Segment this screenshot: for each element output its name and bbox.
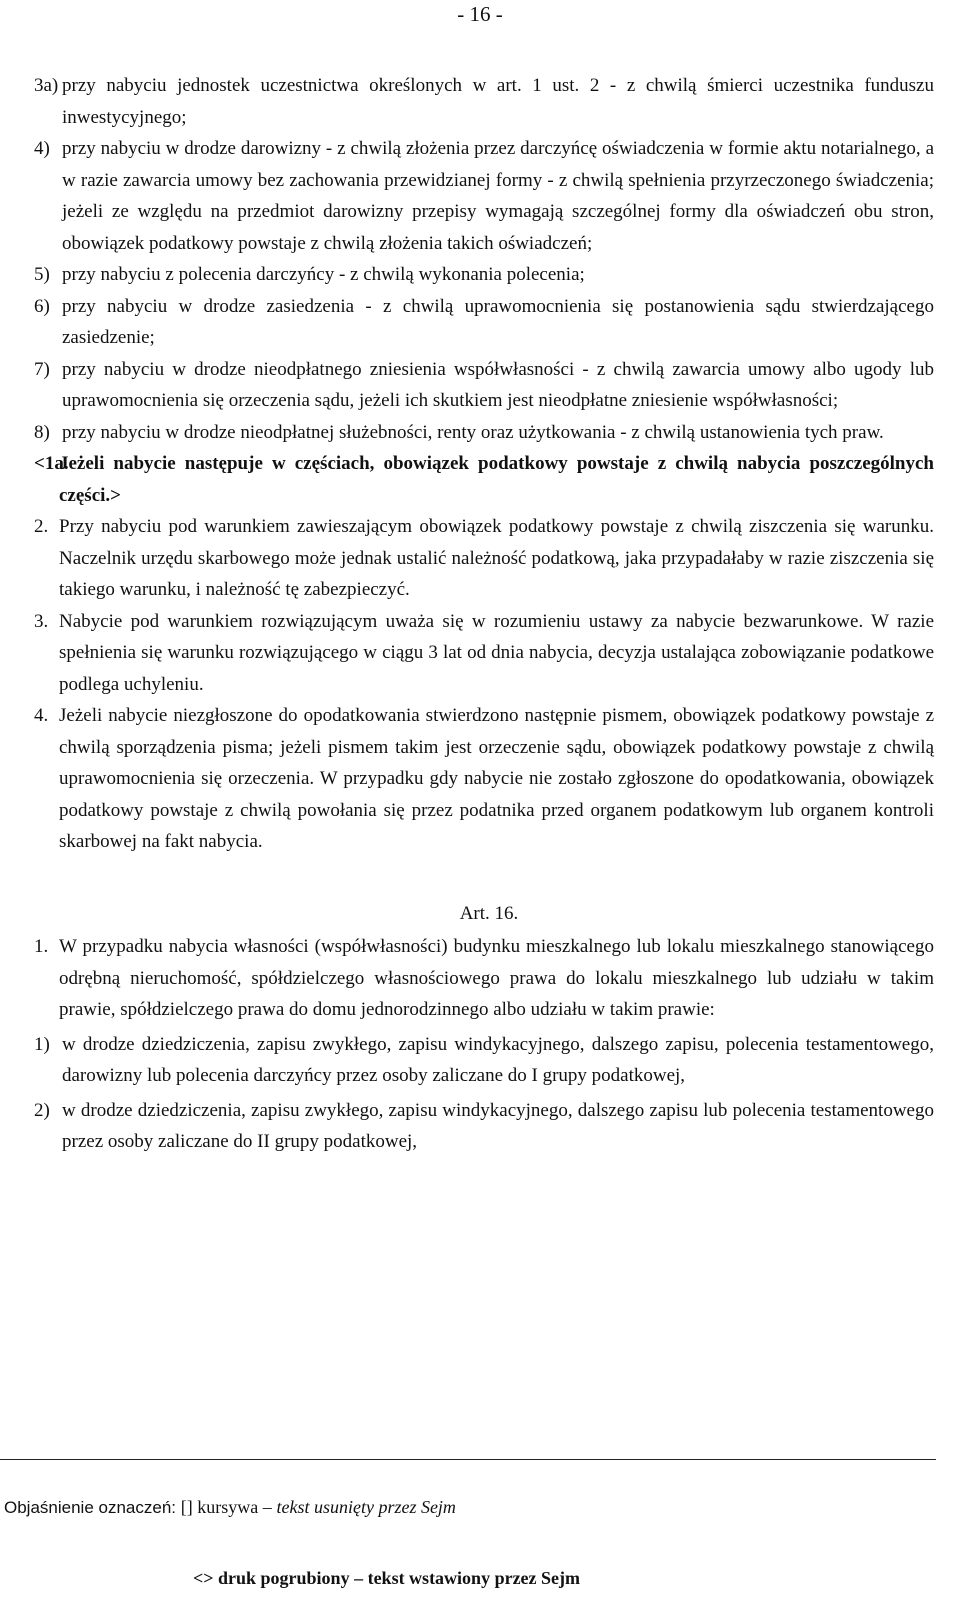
- document-body: [34, 70, 934, 1158]
- item-label: 5): [34, 264, 50, 285]
- paragraph-1a-inserted: [34, 448, 934, 511]
- list-item: [34, 354, 934, 417]
- list-item: [34, 259, 934, 291]
- footer-legend-bold: <> druk pogrubiony – tekst wstawiony przez Sejm: [193, 1568, 581, 1588]
- paragraph-text: Przy nabyciu pod warunkiem zawieszającym obowiązek podatkowy powstaje z chwilą ziszczenia się warunku. Naczelnik urzędu skarbowego może jednak ustalić należność podatkową, jaka przypadałaby w razie ziszczenia się takiego warunku, i należność tę zabezpieczyć.: [59, 516, 934, 600]
- paragraph-label: 4.: [34, 705, 49, 726]
- footer-legend: [4, 1497, 456, 1518]
- item-text: przy nabyciu z polecenia darczyńcy - z chwilą wykonania polecenia;: [62, 264, 585, 285]
- footer-divider: [0, 1459, 936, 1460]
- list-item: [34, 70, 934, 133]
- paragraph-text: Jeżeli nabycie niezgłoszone do opodatkowania stwierdzono następnie pismem, obowiązek podatkowy powstaje z chwilą sporządzenia pisma; jeżeli pismem takim jest orzeczenie sądu, obowiązek podatkowy powstaje z chwilą uprawomocnienia się orzeczenia. W przypadku gdy nabycie nie zostało zgłoszone do opodatkowania, obowiązek podatkowy powstaje z chwilą powołania się przez podatnika przed organem podatkowym lub organem kontroli skarbowej na fakt nabycia.: [59, 705, 934, 852]
- item-text: przy nabyciu w drodze nieodpłatnego zniesienia współwłasności - z chwilą zawarcia umowy albo ugody lub uprawomocnienia się orzeczenia sądu, jeżeli ich skutkiem jest nieodpłatne zniesienie współwłasności;: [62, 358, 934, 411]
- paragraph-text: Jeżeli nabycie następuje w częściach, obowiązek podatkowy powstaje z chwilą nabycia poszczególnych części.>: [59, 453, 934, 506]
- article-list-item: [34, 1029, 934, 1092]
- item-label: 6): [34, 295, 50, 317]
- item-text: przy nabyciu jednostek uczestnictwa określonych w art. 1 ust. 2 - z chwilą śmierci uczestnika funduszu inwestycyjnego;: [62, 75, 934, 128]
- paragraph-text: W przypadku nabycia własności (współwłasności) budynku mieszkalnego lub lokalu mieszkalnego stanowiącego odrębną nieruchomość, spółdzielczego własnościowego prawa do lokalu mieszkalnego lub udziału w takim prawie, spółdzielczego prawa do domu jednorodzinnego albo udziału w takim prawie:: [59, 936, 934, 1020]
- article-paragraph: [34, 931, 934, 1026]
- article-title: Art. 16.: [459, 902, 519, 924]
- item-label: 7): [34, 358, 50, 380]
- item-label: 3a): [34, 75, 59, 96]
- item-text: w drodze dziedziczenia, zapisu zwykłego, zapisu windykacyjnego, dalszego zapisu, polecenia testamentowego, darowizny lub polecenia darczyńcy przez osoby zaliczane do I grupy podatkowej,: [62, 1033, 934, 1086]
- paragraph-label: 1.: [34, 936, 49, 957]
- legend-italic: tekst usunięty przez Sejm: [276, 1497, 456, 1517]
- item-label: 2): [34, 1099, 50, 1121]
- paragraph-label: 2.: [34, 516, 49, 537]
- legend-brackets: [] kursywa –: [180, 1497, 272, 1517]
- item-text: przy nabyciu w drodze darowizny - z chwilą złożenia przez darczyńcę oświadczenia w formie aktu notarialnego, a w razie zawarcia umowy bez zachowania przewidzianej formy - z chwilą spełnienia przyrzeczonego świadczenia; jeżeli ze względu na przedmiot darowizny przepisy wymagają szczególnej formy dla oświadczeń obu stron, obowiązek podatkowy powstaje z chwilą złożenia takich oświadczeń;: [62, 138, 934, 254]
- paragraph: [34, 700, 934, 858]
- item-label: 8): [34, 421, 50, 443]
- item-label: 1): [34, 1033, 50, 1055]
- item-text: przy nabyciu w drodze zasiedzenia - z chwilą uprawomocnienia się postanowienia sądu stwierdzającego zasiedzenie;: [62, 295, 934, 348]
- item-text: przy nabyciu w drodze nieodpłatnej służebności, renty oraz użytkowania - z chwilą ustanowienia tych praw.: [62, 421, 884, 443]
- article-list-item: [34, 1095, 934, 1158]
- list-item: [34, 133, 934, 259]
- paragraph-label: <1a.: [34, 453, 69, 474]
- legend-label: Objaśnienie oznaczeń:: [4, 1498, 177, 1517]
- list-item: [34, 291, 934, 354]
- paragraph-text: Nabycie pod warunkiem rozwiązującym uważa się w rozumieniu ustawy za nabycie bezwarunkowe. W razie spełnienia się warunku rozwiązującego w ciągu 3 lat od dnia nabycia, decyzja ustalająca zobowiązanie podatkowe podlega uchyleniu.: [59, 610, 934, 695]
- paragraph: [34, 511, 934, 606]
- item-label: 4): [34, 138, 50, 159]
- item-text: w drodze dziedziczenia, zapisu zwykłego, zapisu windykacyjnego, dalszego zapisu lub polecenia testamentowego przez osoby zaliczane do II grupy podatkowej,: [62, 1099, 934, 1152]
- paragraph-label: 3.: [34, 610, 49, 632]
- paragraph: [34, 606, 934, 701]
- page-number: - 16 -: [457, 2, 503, 26]
- list-item: [34, 417, 934, 449]
